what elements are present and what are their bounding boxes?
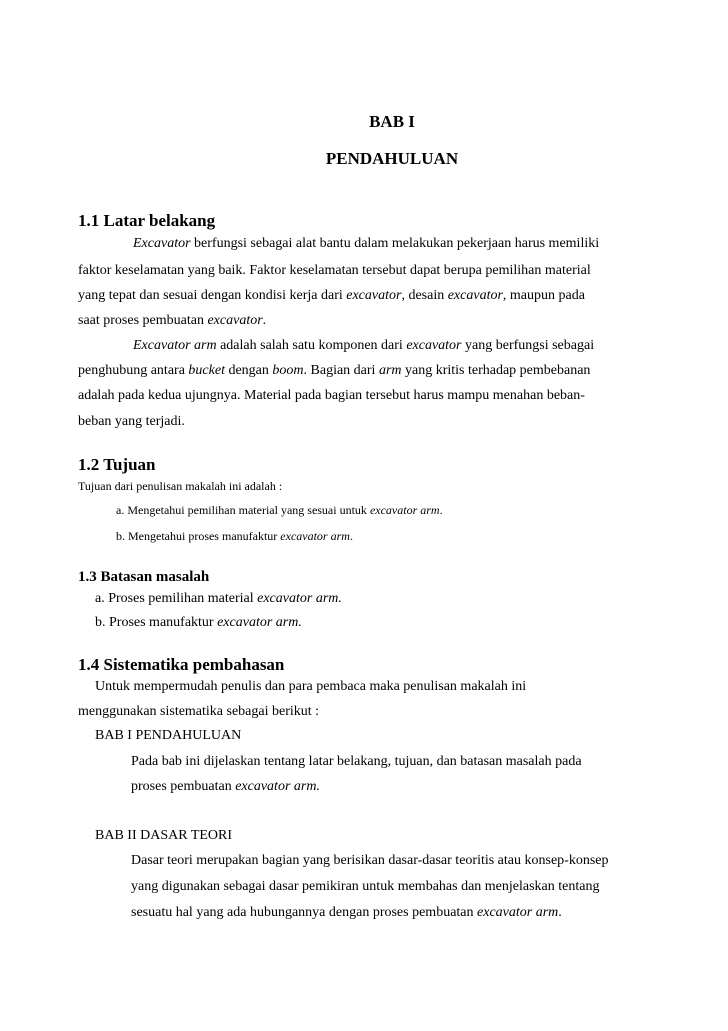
paragraph-line: beban yang terjadi. xyxy=(78,414,185,429)
paragraph-line: Excavator berfungsi sebagai alat bantu dalam melakukan pekerjaan harus memiliki xyxy=(133,236,600,251)
list-item: b. Mengetahui proses manufaktur excavator arm. xyxy=(116,529,353,543)
bab1-title: BAB I PENDAHULUAN xyxy=(95,728,242,743)
chapter-title: PENDAHULUAN xyxy=(325,149,459,168)
bab2-title: BAB II DASAR TEORI xyxy=(95,828,233,843)
paragraph-line: menggunakan sistematika sebagai berikut : xyxy=(78,704,320,719)
paragraph-line: penghubung antara bucket dengan boom. Bagian dari arm yang kritis terhadap pembebanan xyxy=(78,363,591,378)
chapter-number: BAB I xyxy=(369,112,415,131)
paragraph-line: sesuatu hal yang ada hubungannya dengan proses pembuatan excavator arm. xyxy=(131,905,562,920)
paragraph-line: yang digunakan sebagai dasar pemikiran untuk membahas dan menjelaskan tentang xyxy=(131,879,600,894)
paragraph-line: proses pembuatan excavator arm. xyxy=(131,779,320,794)
section-heading-1-2: 1.2 Tujuan xyxy=(78,455,156,474)
section-heading-1-1: 1.1 Latar belakang xyxy=(78,211,216,230)
paragraph-line: faktor keselamatan yang baik. Faktor keselamatan tersebut dapat berupa pemilihan material xyxy=(78,263,591,278)
paragraph-line: Tujuan dari penulisan makalah ini adalah : xyxy=(78,479,283,493)
section-heading-1-4: 1.4 Sistematika pembahasan xyxy=(78,655,285,674)
paragraph-line: saat proses pembuatan excavator. xyxy=(78,313,267,328)
paragraph-line: Pada bab ini dijelaskan tentang latar belakang, tujuan, dan batasan masalah pada xyxy=(131,754,582,769)
paragraph-line: Untuk mempermudah penulis dan para pembaca maka penulisan makalah ini xyxy=(95,679,527,694)
paragraph-line: adalah pada kedua ujungnya. Material pada bagian tersebut harus mampu menahan beban- xyxy=(78,388,585,403)
paragraph-line: Dasar teori merupakan bagian yang berisikan dasar-dasar teoritis atau konsep-konsep xyxy=(131,853,609,868)
list-item: b. Proses manufaktur excavator arm. xyxy=(95,615,302,630)
list-item: a. Proses pemilihan material excavator arm. xyxy=(95,591,342,606)
section-heading-1-3: 1.3 Batasan masalah xyxy=(78,569,210,585)
paragraph-line: yang tepat dan sesuai dengan kondisi kerja dari excavator, desain excavator, maupun pada xyxy=(78,288,585,303)
paragraph-line: Excavator arm adalah salah satu komponen dari excavator yang berfungsi sebagai xyxy=(133,338,595,353)
list-item: a. Mengetahui pemilihan material yang sesuai untuk excavator arm. xyxy=(116,503,443,517)
